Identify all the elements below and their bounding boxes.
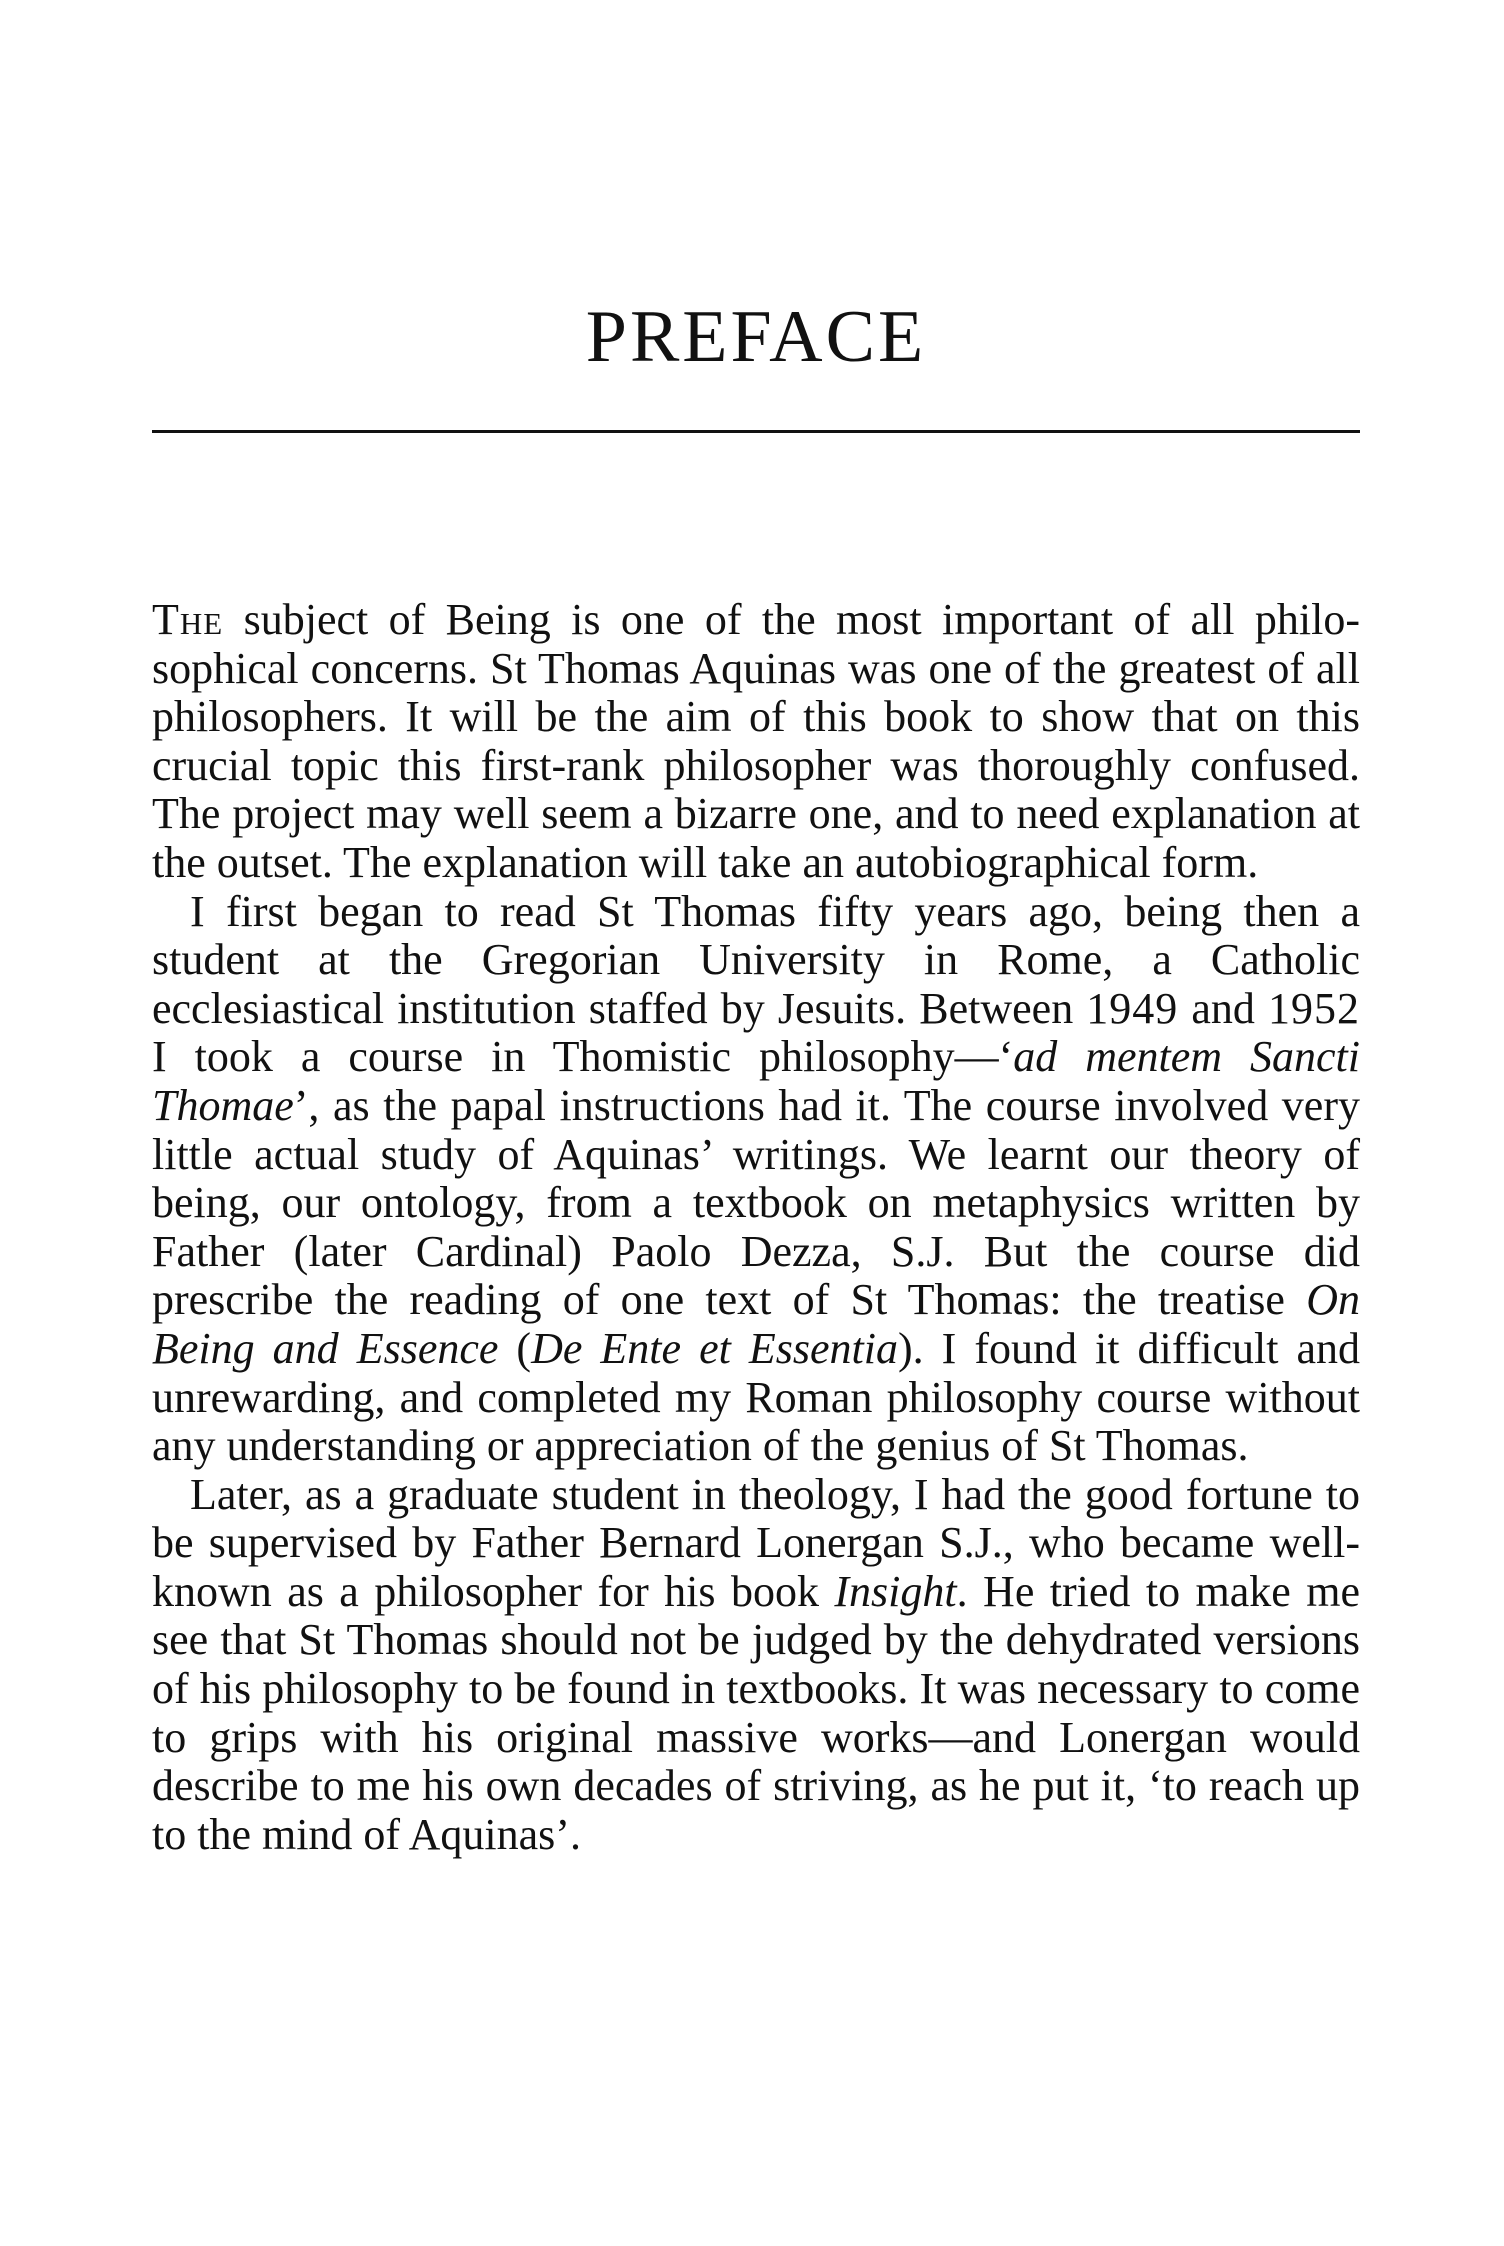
- paragraph-3-text-b: . He tried to make me see that St Thomas should not be judged by the dehydrated versions of his philosophy to be found in textbooks. It was necessary to come to grips with his original massive works—and Lonergan would describe to me his own decades of striving, as he put it, ‘to reach up to the mind of Aquinas’.: [152, 1566, 1360, 1859]
- paragraph-3-text-a: Later, as a graduate student in theology, I had the good fortune to be supervised by Father Bernard Lonergan S.J., who became well-known as a philosopher for his book: [152, 1469, 1360, 1616]
- paragraph-2-text-b: and: [1178, 983, 1269, 1033]
- paragraph-1-text: subject of Being is one of the most important of all philosophical concerns. St Thomas Aquinas was one of the greatest of all philosophers. It will be the aim of this book to show that on this crucial topic this first-rank philosopher was thoroughly confused. The project may well seem a bizarre one, and to need explanation at the outset. The explanation will take an autobiographical form.: [152, 595, 1360, 887]
- paragraph-1: [152, 596, 1360, 888]
- year-1952: 1952: [1268, 983, 1361, 1033]
- paragraph-2-text-f: ). I found it difficult and unrewarding, and completed my Roman philosophy course without any understanding or appreciation of the genius of St Thomas.: [152, 1323, 1361, 1471]
- italic-on-being-and-essence: On Being and Essence: [152, 1275, 1360, 1373]
- paragraph-2-text-a: I first began to read St Thomas fifty years ago, being then a student at the Gregorian University in Rome, a Catholic ecclesiastical institution staffed by Jesuits. Between: [152, 886, 1360, 1033]
- paragraph-2-text-e: (: [498, 1323, 532, 1373]
- italic-insight: Insight: [834, 1566, 957, 1616]
- page-title: PREFACE: [585, 296, 927, 378]
- title-rule: [152, 430, 1360, 433]
- preface-body: [152, 596, 1360, 1859]
- paragraph-2-text-d: ’, as the papal instructions had it. The course involved very little actual study of Aquinas’ writings. We learnt our theory of being, our ontology, from a textbook on metaphysics written by Father (later Cardinal) Paolo Dezza, S.J. But the course did prescribe the reading of one text of St Thomas: the treatise: [152, 1080, 1360, 1325]
- paragraph-2-text-c: I took a course in Thomistic philosophy—‘: [152, 1032, 1014, 1082]
- paragraph-2: [152, 888, 1360, 1471]
- italic-de-ente-et-essentia: De Ente et Essentia: [531, 1323, 898, 1373]
- small-caps-lead: The: [152, 595, 224, 644]
- paragraph-3: [152, 1471, 1360, 1860]
- year-1949: 1949: [1086, 983, 1179, 1033]
- italic-ad-mentem: ad mentem Sancti Thomae: [152, 1032, 1360, 1130]
